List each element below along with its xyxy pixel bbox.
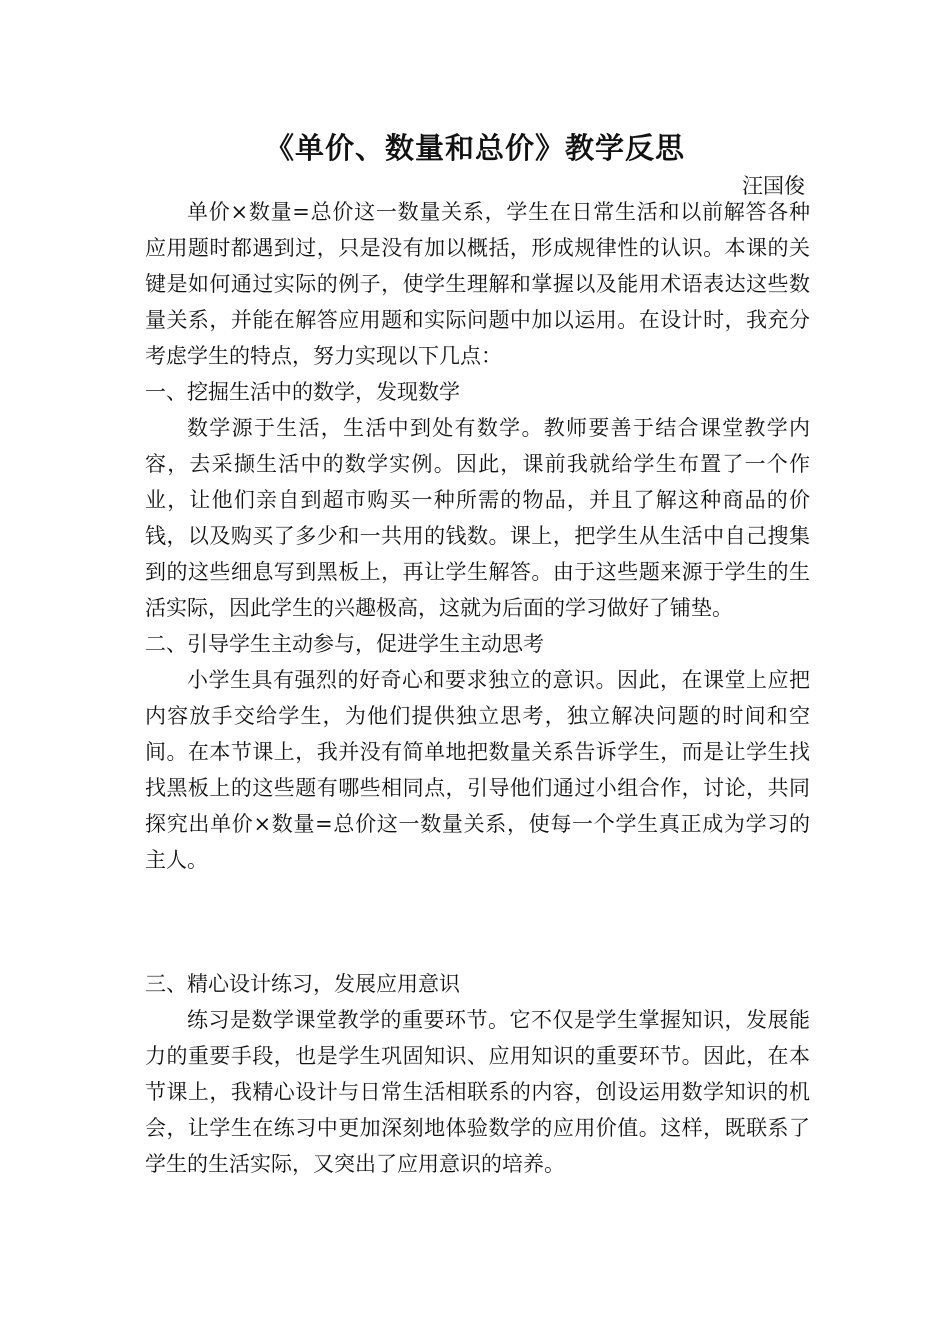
document-body-lower bbox=[145, 966, 810, 1182]
section-heading-3: 三、精心设计练习，发展应用意识 bbox=[145, 972, 460, 996]
section-heading-1: 一、挖掘生活中的数学，发现数学 bbox=[145, 380, 460, 404]
intro-paragraph: 单价×数量=总价这一数量关系，学生在日常生活和以前解答各种应用题时都遇到过，只是没有加以概括，形成规律性的认识。本课的关键是如何通过实际的例子，使学生理解和掌握以及能用术语表达这些数量关系，并能在解答应用题和实际问题中加以运用。在设计时，我充分考虑学生的特点，努力实现以下几点： bbox=[145, 200, 810, 368]
section-paragraph-2: 小学生具有强烈的好奇心和要求独立的意识。因此，在课堂上应把内容放手交给学生，为他们提供独立思考，独立解决问题的时间和空间。在本节课上，我并没有简单地把数量关系告诉学生，而是让学生找找黑板上的这些题有哪些相同点，引导他们通过小组合作，讨论，共同探究出单价×数量=总价这一数量关系，使每一个学生真正成为学习的主人。 bbox=[145, 668, 810, 872]
document-body-upper bbox=[145, 194, 810, 878]
section-paragraph-1: 数学源于生活，生活中到处有数学。教师要善于结合课堂教学内容，去采撷生活中的数学实例。因此，课前我就给学生布置了一个作业，让他们亲自到超市购买一种所需的物品，并且了解这种商品的价钱，以及购买了多少和一共用的钱数。课上，把学生从生活中自己搜集到的这些细息写到黑板上，再让学生解答。由于这些题来源于学生的生活实际，因此学生的兴趣极高，这就为后面的学习做好了铺垫。 bbox=[145, 416, 810, 620]
author-name: 汪国俊 bbox=[742, 174, 805, 198]
section-paragraph-3: 练习是数学课堂教学的重要环节。它不仅是学生掌握知识，发展能力的重要手段，也是学生巩固知识、应用知识的重要环节。因此，在本节课上，我精心设计与日常生活相联系的内容，创设运用数学知识的机会，让学生在练习中更加深刻地体验数学的应用价值。这样，既联系了学生的生活实际，又突出了应用意识的培养。 bbox=[145, 1008, 810, 1176]
document-title: 《单价、数量和总价》教学反思 bbox=[264, 131, 685, 165]
section-heading-2: 二、引导学生主动参与，促进学生主动思考 bbox=[145, 632, 544, 656]
